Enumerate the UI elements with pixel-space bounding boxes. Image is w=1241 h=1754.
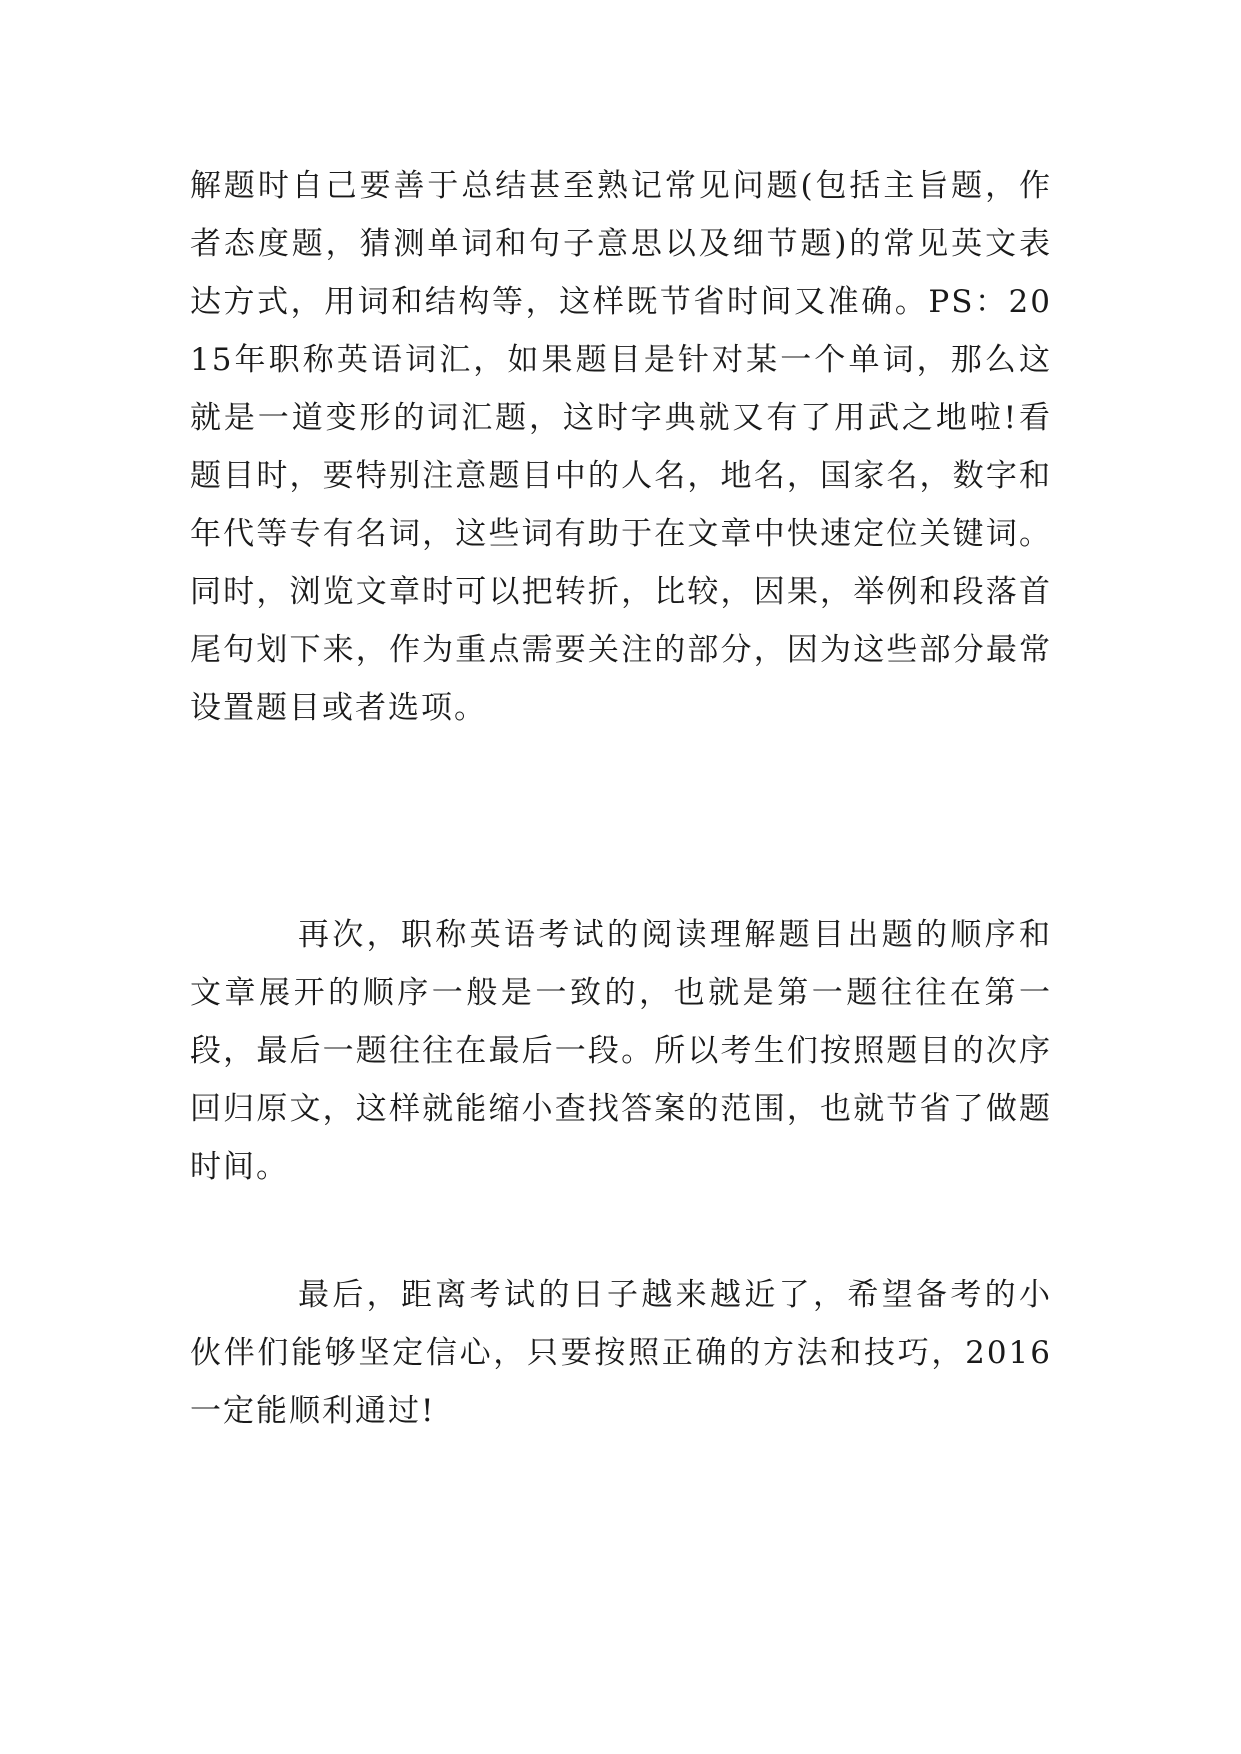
paragraph-reading-tips: 解题时自己要善于总结甚至熟记常见问题(包括主旨题，作者态度题，猜测单词和句子意思以及细节题)的常见英文表达方式，用词和结构等，这样既节省时间又准确。PS：2015年职称英语词汇，如果题目是针对某一个单词，那么这就是一道变形的词汇题，这时字典就又有了用武之地啦!看题目时，要特别注意题目中的人名，地名，国家名，数字和年代等专有名词，这些词有助于在文章中快速定位关键词。同时，浏览文章时可以把转折，比较，因果，举例和段落首尾句划下来，作为重点需要关注的部分，因为这些部分最常设置题目或者选项。 [190,168,1052,726]
paragraph-question-order: 再次，职称英语考试的阅读理解题目出题的顺序和文章展开的顺序一般是一致的，也就是第一题往往在第一段，最后一题往往在最后一段。所以考生们按照题目的次序回归原文，这样就能缩小查找答案的范围，也就节省了做题时间。 [190,917,1052,1185]
paragraph-closing: 最后，距离考试的日子越来越近了，希望备考的小伙伴们能够坚定信心，只要按照正确的方法和技巧，2016一定能顺利通过! [190,1277,1052,1429]
